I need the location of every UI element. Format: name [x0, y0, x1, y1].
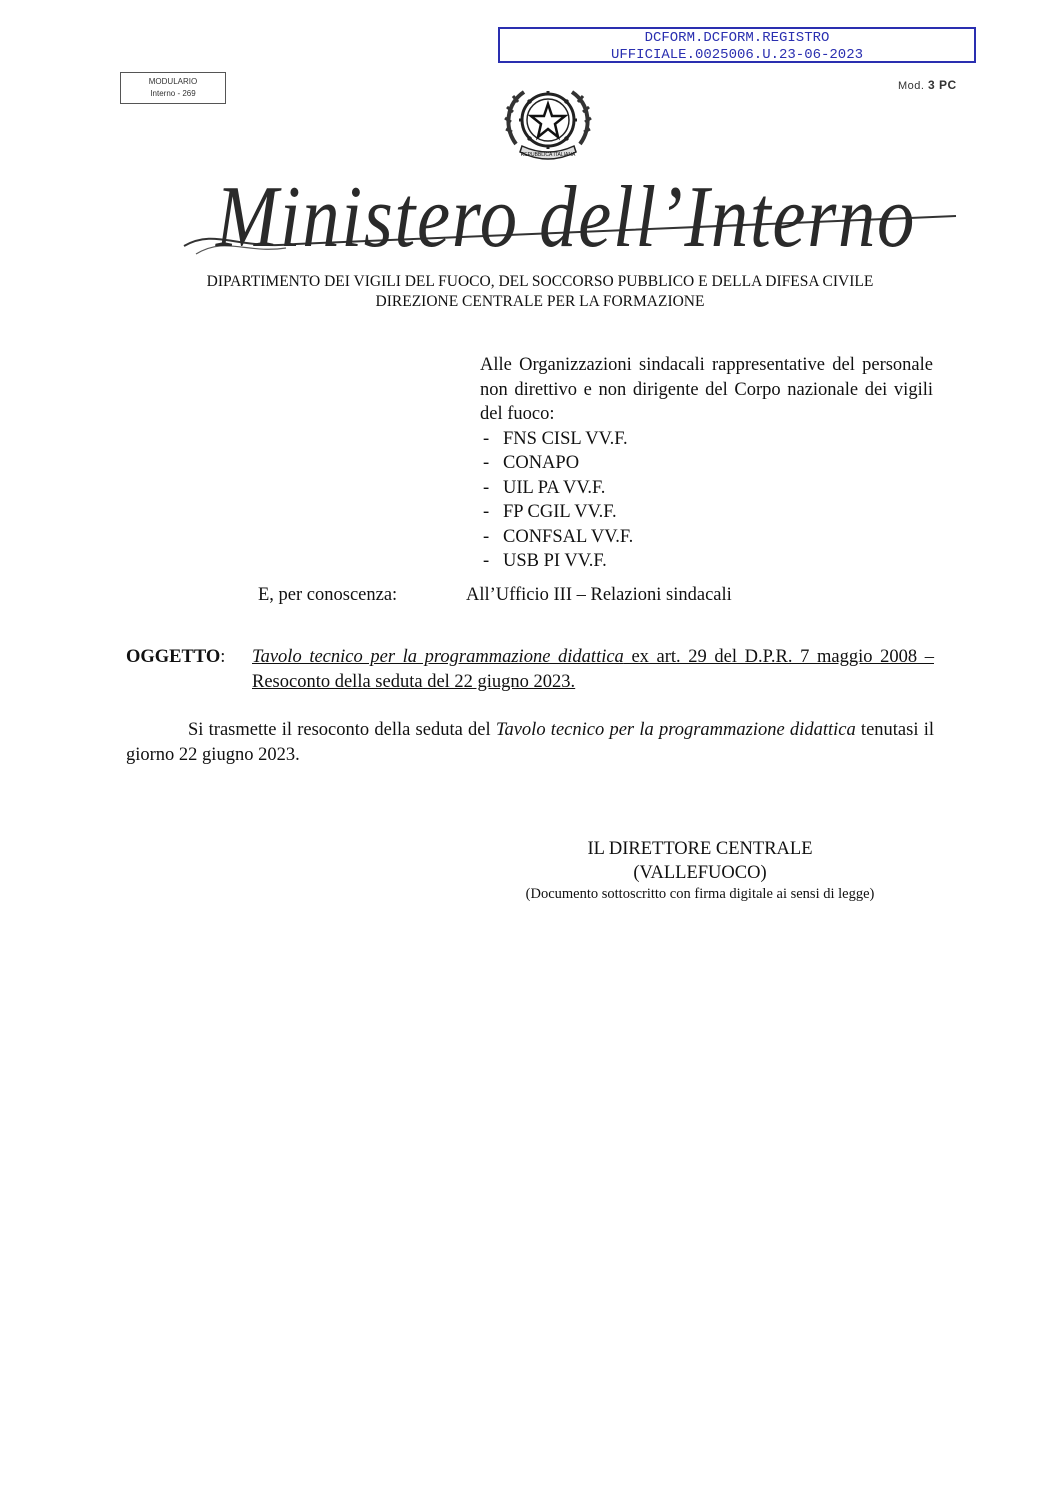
protocol-stamp — [498, 27, 976, 63]
svg-text:Ministero dell’Interno: Ministero dell’Interno — [214, 169, 916, 266]
list-dash: - — [483, 502, 490, 522]
recipients-intro: Alle Organizzazioni sindacali rappresentative del personale non direttivo e non dirigente del Corpo nazionale dei vigili del fuoco: — [480, 355, 933, 424]
signature-block — [520, 837, 880, 885]
emblem-italian-republic-icon — [500, 82, 596, 166]
list-item — [480, 549, 933, 574]
subject-label-text: OGGETTO — [126, 647, 221, 667]
list-item — [480, 451, 933, 476]
list-item — [480, 427, 933, 452]
modulario-line-1: MODULARIO — [148, 77, 198, 86]
list-item — [480, 525, 933, 550]
recipients-block — [480, 353, 933, 574]
list-dash: - — [483, 526, 490, 547]
department-line-1: DIPARTIMENTO DEI VIGILI DEL FUOCO, DEL SOCCORSO PUBBLICO E DELLA DIFESA CIVILE — [206, 273, 874, 290]
emblem-inscription: REPUBBLICA ITALIANA — [520, 152, 576, 158]
cc-label: E, per conoscenza: — [258, 585, 398, 605]
list-dash: - — [483, 453, 490, 473]
cc-recipient: All’Ufficio III – Relazioni sindacali — [466, 585, 732, 605]
form-code-value: 3 PC — [928, 78, 957, 92]
list-dash: - — [483, 551, 490, 571]
recipients-list — [480, 427, 933, 574]
form-code — [898, 78, 957, 92]
subject-label — [126, 645, 225, 670]
recipient-name: UIL PA VV.F. — [503, 477, 606, 498]
signature-name: (VALLEFUOCO) — [633, 863, 767, 883]
modulario-box — [120, 72, 226, 104]
ministry-logotype — [176, 158, 976, 270]
form-code-label: Mod. — [898, 80, 925, 92]
digital-signature-note: (Documento sottoscritto con firma digitale ai sensi di legge) — [525, 886, 875, 902]
subject-italic: Tavolo tecnico per la programmazione didattica — [252, 647, 624, 667]
recipient-name: FNS CISL VV.F. — [503, 428, 628, 449]
subject-colon: : — [220, 647, 226, 667]
signature-title: IL DIRETTORE CENTRALE — [587, 839, 813, 859]
recipient-name: CONFSAL VV.F. — [503, 526, 634, 547]
body-part-1: Si trasmette il resoconto della seduta del — [188, 720, 496, 740]
protocol-line-1: DCFORM.DCFORM.REGISTRO — [644, 30, 830, 46]
department-heading — [110, 272, 970, 312]
body-italic: Tavolo tecnico per la programmazione didattica — [495, 720, 856, 740]
protocol-line-2: UFFICIALE.0025006.U.23-06-2023 — [610, 47, 864, 63]
body-part-2: tenutasi il giorno 22 giugno 2023. — [126, 720, 934, 765]
subject-rest: ex art. 29 del D.P.R. 7 maggio 2008 – Resoconto della seduta del 22 giugno 2023. — [252, 647, 934, 692]
recipient-name: CONAPO — [503, 453, 580, 473]
list-dash: - — [483, 428, 490, 449]
body-paragraph — [126, 718, 934, 767]
list-dash: - — [483, 477, 490, 498]
modulario-line-2: Interno - 269 — [150, 89, 196, 98]
list-item — [480, 476, 933, 501]
list-item — [480, 500, 933, 525]
recipient-name: FP CGIL VV.F. — [503, 502, 617, 522]
recipient-name: USB PI VV.F. — [503, 551, 607, 571]
subject-text — [252, 645, 934, 694]
department-line-2: DIREZIONE CENTRALE PER LA FORMAZIONE — [375, 293, 705, 310]
